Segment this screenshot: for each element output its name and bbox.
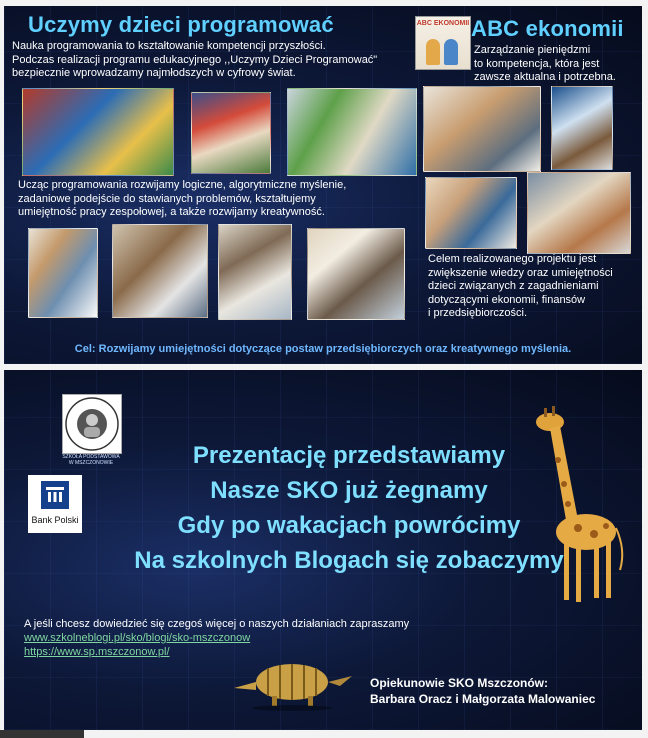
photo-economy-2	[551, 86, 613, 170]
photo-programming-6	[218, 224, 292, 320]
giraffe-icon	[528, 400, 628, 610]
economy-line-1: Zarządzanie pieniędzmi	[474, 44, 591, 56]
bank-label: Bank Polski	[31, 515, 79, 525]
pko-bank-logo	[28, 475, 82, 533]
book-child-figure	[444, 39, 458, 65]
goal-line-1: Celem realizowanego projektu jest	[428, 253, 597, 265]
photo-economy-3	[425, 177, 517, 249]
book-child-figure	[426, 39, 440, 65]
farewell-poem	[124, 438, 574, 578]
intro-text	[12, 40, 377, 81]
intro-line-3: bezpiecznie wprowadzamy najmłodszych w cyfrowy świat.	[12, 67, 296, 79]
photo-economy-4	[527, 172, 631, 254]
middle-line-3: umiejętność pracy zespołowej, a także rozwijamy kreatywność.	[18, 206, 325, 218]
book-title: ABC EKONOMII	[416, 20, 470, 27]
middle-line-1: Ucząc programowania rozwijamy logiczne, algorytmiczne myślenie,	[18, 179, 347, 191]
slide-2	[4, 370, 642, 730]
middle-text	[18, 179, 346, 220]
caretakers-title: Opiekunowie SKO Mszczonów:	[370, 676, 549, 690]
economy-line-3: zawsze aktualna i potrzebna.	[474, 71, 616, 83]
poem-line-1: Prezentację przedstawiamy	[192, 442, 506, 469]
blog-link[interactable]: www.szkolneblogi.pl/sko/blogi/sko-mszczonow	[24, 632, 251, 644]
school-logo-text: SZKOŁA PODSTAWOWA W MSZCZONOWIE	[62, 454, 120, 466]
goal-line-2: zwiększenie wiedzy oraz umiejętności	[428, 266, 613, 279]
goal-line-4: dotyczącymi ekonomii, finansów	[428, 293, 586, 306]
photo-programming-1	[22, 88, 174, 176]
photo-programming-4	[28, 228, 98, 318]
goal-line-5: i przedsiębiorczości.	[428, 307, 528, 319]
photo-economy-1	[423, 86, 541, 172]
middle-line-2: zadaniowe podejście do stawianych problemów, kształtujemy	[18, 192, 316, 205]
armadillo-icon	[228, 656, 356, 712]
school-logo	[62, 394, 122, 454]
photo-programming-3	[287, 88, 417, 176]
bank-emblem-icon	[41, 481, 69, 509]
goal-text	[428, 253, 613, 321]
poem-line-3: Gdy po wakacjach powrócimy	[177, 512, 521, 539]
school-website-link[interactable]: https://www.sp.mszczonow.pl/	[24, 646, 170, 658]
slide-1	[4, 6, 642, 364]
intro-line-2: Podczas realizacji programu edukacyjnego ,,Uczymy Dzieci Programować"	[12, 53, 378, 66]
photo-programming-7	[307, 228, 405, 320]
invite-text: A jeśli chcesz dowiedzieć się czegoś więcej o naszych działaniach zapraszamy	[24, 618, 410, 630]
goal-statement: Cel: Rozwijamy umiejętności dotyczące postaw przedsiębiorczych oraz kreatywnego myślenia.	[74, 343, 572, 355]
poem-line-4: Na szkolnych Blogach się zobaczymy	[134, 547, 564, 574]
photo-programming-5	[112, 224, 208, 318]
intro-line-1: Nauka programowania to kształtowanie kompetencji przyszłości.	[12, 40, 326, 52]
title-programming: Uczymy dzieci programować	[28, 12, 334, 37]
abc-ekonomii-book-image	[415, 16, 471, 70]
goal-line-3: dzieci związanych z zagadnieniami	[428, 280, 599, 292]
economy-line-2: to kompetencja, która jest	[474, 57, 600, 70]
economy-text	[474, 44, 616, 85]
school-emblem-icon	[63, 395, 121, 453]
bottom-scroll-indicator	[0, 730, 84, 738]
photo-programming-2	[191, 92, 271, 174]
title-economy: ABC ekonomii	[471, 16, 624, 41]
caretakers-names: Barbara Oracz i Małgorzata Malowaniec	[370, 692, 596, 706]
poem-line-2: Nasze SKO już żegnamy	[210, 477, 488, 504]
